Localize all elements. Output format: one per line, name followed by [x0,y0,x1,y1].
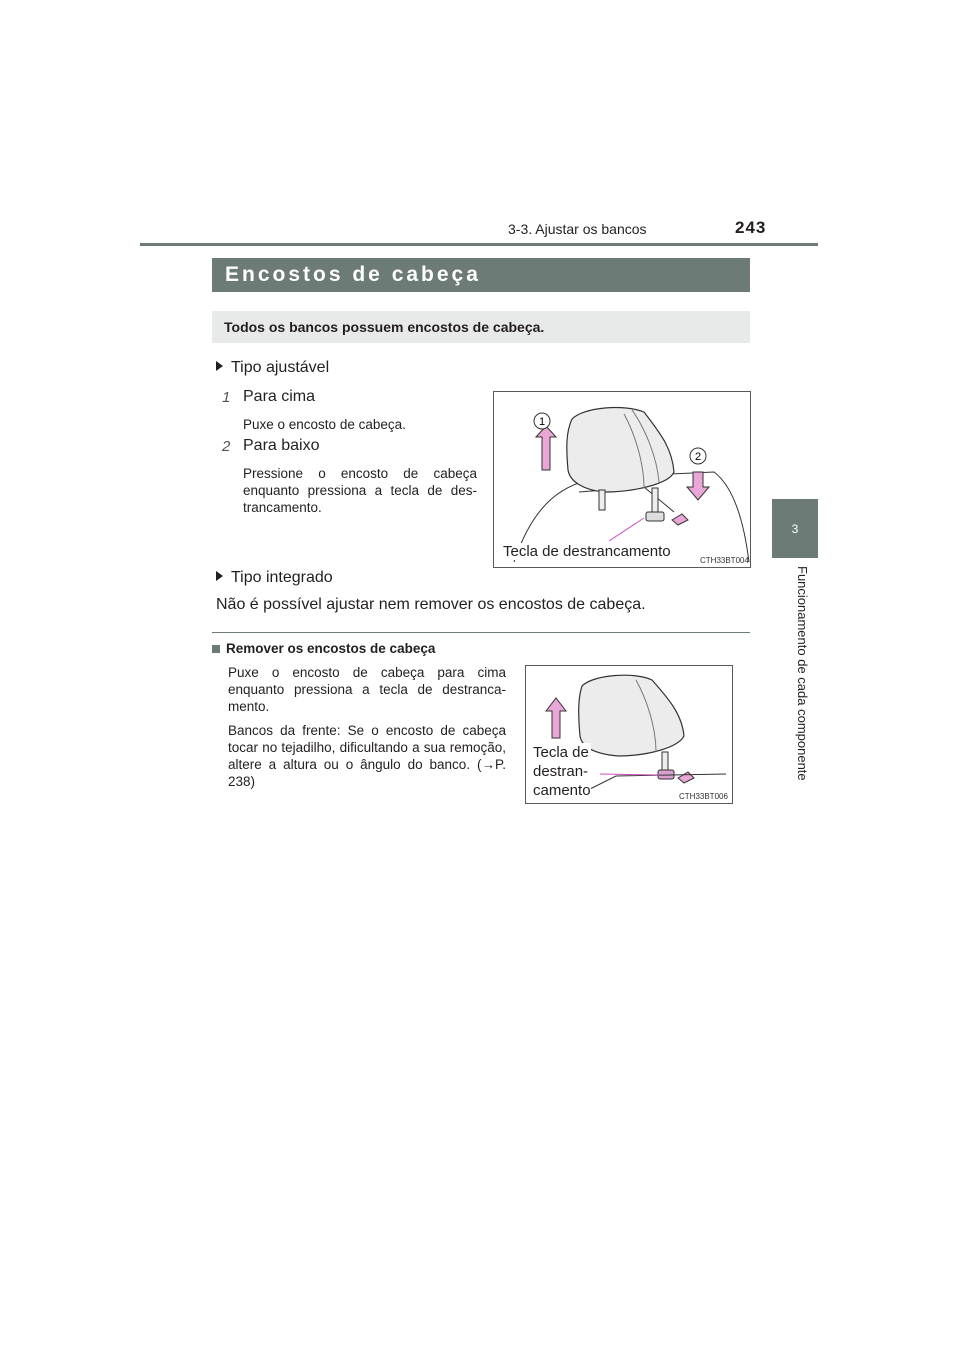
section-reference: 3-3. Ajustar os bancos [508,221,647,237]
figure1-callout-1: 1 [538,416,546,428]
integrated-heading [216,569,333,587]
figure2-label [533,743,591,800]
integrated-heading-text: Tipo integrado [231,569,333,586]
header-rule [140,243,818,246]
remove-heading [212,641,435,656]
intro-box [212,311,750,343]
integrated-text: Não é possível ajustar nem remover os encostos de cabeça. [216,596,646,613]
remove-heading-text: Remover os encostos de cabeça [226,641,436,656]
triangle-bullet-icon [216,361,223,371]
figure2-label-line-2: destran- [533,763,589,780]
step-1-number: 1 [222,389,231,406]
figure1-label: Tecla de destrancamento [503,543,671,560]
chapter-tab [772,499,818,558]
headrest-adjust-illustration [494,392,750,567]
headrest-remove-figure [525,665,733,804]
figure2-label-line-1: Tecla de [533,744,589,761]
adjustable-heading [216,359,329,377]
section-title: Encostos de cabeça [225,263,481,286]
section-divider [212,632,750,633]
headrest-adjust-figure [493,391,751,568]
square-bullet-icon [212,645,220,653]
step-2-text: Pressione o encosto de cabeça enquanto pressiona a tecla de des-trancamento. [243,466,477,515]
section-title-bar [212,258,750,292]
remove-paragraph-1: Puxe o encosto de cabeça para cima enquanto pressiona a tecla de destranca-mento. [228,665,506,714]
chapter-tab-number: 3 [791,521,799,536]
adjustable-heading-text: Tipo ajustável [231,359,330,376]
chapter-title-vertical: Funcionamento de cada componente [795,566,810,781]
step-2-title: Para baixo [243,437,320,454]
figure1-callout-2: 2 [694,451,702,463]
figure1-code: CTH33BT004 [700,556,749,565]
step-1-text: Puxe o encosto de cabeça. [243,417,406,432]
step-2-number: 2 [222,438,231,455]
step-1-title: Para cima [243,388,316,405]
page-number: 243 [735,218,767,237]
figure2-code: CTH33BT006 [679,792,728,801]
remove-paragraph-2: Bancos da frente: Se o encosto de cabeça tocar no tejadilho, dificultando a sua remoção, altere a altura ou o ângulo do banco. (→P. 238) [228,723,506,789]
figure2-label-line-3: camento [533,782,591,799]
triangle-bullet-icon [216,571,223,581]
intro-text: Todos os bancos possuem encostos de cabeça. [224,319,545,335]
